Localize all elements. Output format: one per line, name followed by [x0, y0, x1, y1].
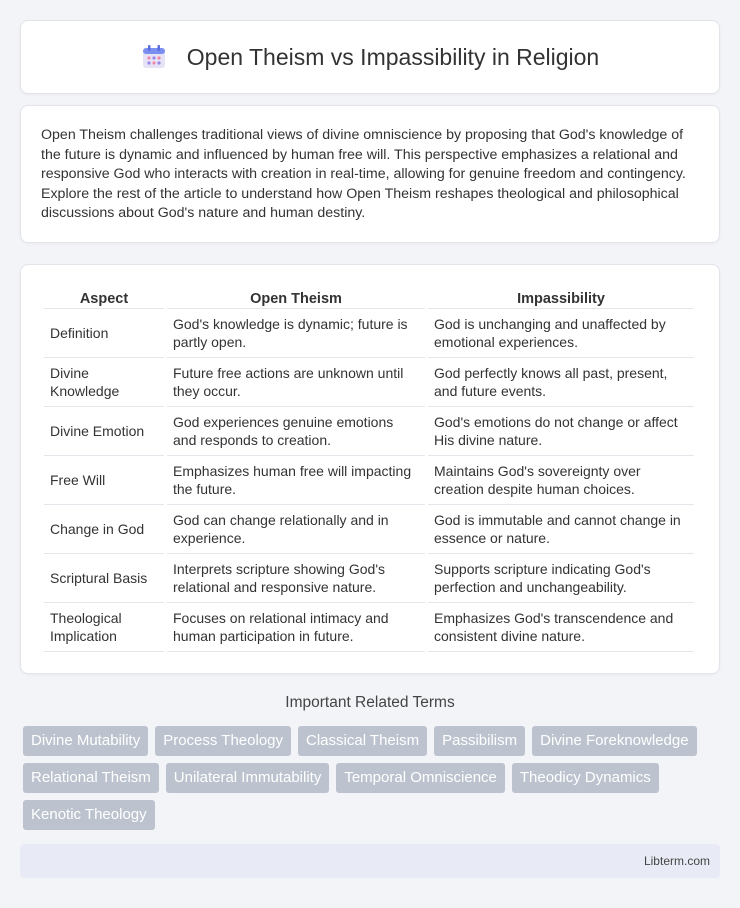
footer [20, 844, 720, 878]
cell-aspect: Free Will [44, 456, 164, 505]
calendar-icon [141, 44, 167, 70]
cell-aspect: Change in God [44, 505, 164, 554]
table-row [44, 309, 694, 358]
cell-open-theism: God's knowledge is dynamic; future is partly open. [167, 309, 425, 358]
cell-open-theism: Focuses on relational intimacy and human participation in future. [167, 603, 425, 652]
comparison-table-card [20, 264, 720, 674]
related-term-tag[interactable]: Divine Foreknowledge [532, 726, 696, 756]
related-term-tag[interactable]: Divine Mutability [23, 726, 148, 756]
cell-open-theism: God can change relationally and in experience. [167, 505, 425, 554]
cell-impassibility: Supports scripture indicating God's perfection and unchangeability. [428, 554, 694, 603]
table-row [44, 456, 694, 505]
cell-open-theism: God experiences genuine emotions and responds to creation. [167, 407, 425, 456]
cell-aspect: Theological Implication [44, 603, 164, 652]
header-open-theism: Open Theism [167, 285, 425, 309]
cell-aspect: Divine Emotion [44, 407, 164, 456]
cell-impassibility: God's emotions do not change or affect His divine nature. [428, 407, 694, 456]
related-term-tag[interactable]: Process Theology [155, 726, 291, 756]
related-term-tag[interactable]: Relational Theism [23, 763, 159, 793]
header-aspect: Aspect [44, 285, 164, 309]
cell-impassibility: Maintains God's sovereignty over creation despite human choices. [428, 456, 694, 505]
related-term-tag[interactable]: Kenotic Theology [23, 800, 155, 830]
header-impassibility: Impassibility [428, 285, 694, 309]
footer-site-name[interactable]: Libterm.com [643, 854, 710, 868]
cell-aspect: Definition [44, 309, 164, 358]
cell-impassibility: Emphasizes God's transcendence and consistent divine nature. [428, 603, 694, 652]
cell-open-theism: Interprets scripture showing God's relational and responsive nature. [167, 554, 425, 603]
cell-open-theism: Emphasizes human free will impacting the future. [167, 456, 425, 505]
intro-text: Open Theism challenges traditional views of divine omniscience by proposing that God's knowledge of the future is dynamic and influenced by human free will. This perspective emphasizes a relational and responsive God who interacts with creation in real-time, allowing for genuine freedom and contingency. Explore the rest of the article to understand how Open Theism reshapes theological and philosophical discussions about God's nature and human destiny. [41, 127, 686, 222]
table-header-row [44, 285, 694, 309]
table-row [44, 358, 694, 407]
related-terms-list [23, 726, 723, 837]
page-title: Open Theism vs Impassibility in Religion [186, 43, 600, 70]
cell-impassibility: God perfectly knows all past, present, and future events. [428, 358, 694, 407]
related-term-tag[interactable]: Classical Theism [298, 726, 427, 756]
cell-impassibility: God is unchanging and unaffected by emotional experiences. [428, 309, 694, 358]
cell-aspect: Scriptural Basis [44, 554, 164, 603]
table-row [44, 505, 694, 554]
table-row [44, 603, 694, 652]
cell-aspect: Divine Knowledge [44, 358, 164, 407]
table-row [44, 554, 694, 603]
related-term-tag[interactable]: Theodicy Dynamics [512, 763, 659, 793]
related-term-tag[interactable]: Temporal Omniscience [336, 763, 505, 793]
cell-impassibility: God is immutable and cannot change in essence or nature. [428, 505, 694, 554]
related-terms-title: Important Related Terms [285, 694, 455, 711]
cell-open-theism: Future free actions are unknown until they occur. [167, 358, 425, 407]
comparison-table [41, 285, 697, 652]
related-term-tag[interactable]: Passibilism [434, 726, 525, 756]
intro-card [20, 105, 720, 243]
table-row [44, 407, 694, 456]
header-card [20, 20, 720, 94]
related-term-tag[interactable]: Unilateral Immutability [166, 763, 330, 793]
